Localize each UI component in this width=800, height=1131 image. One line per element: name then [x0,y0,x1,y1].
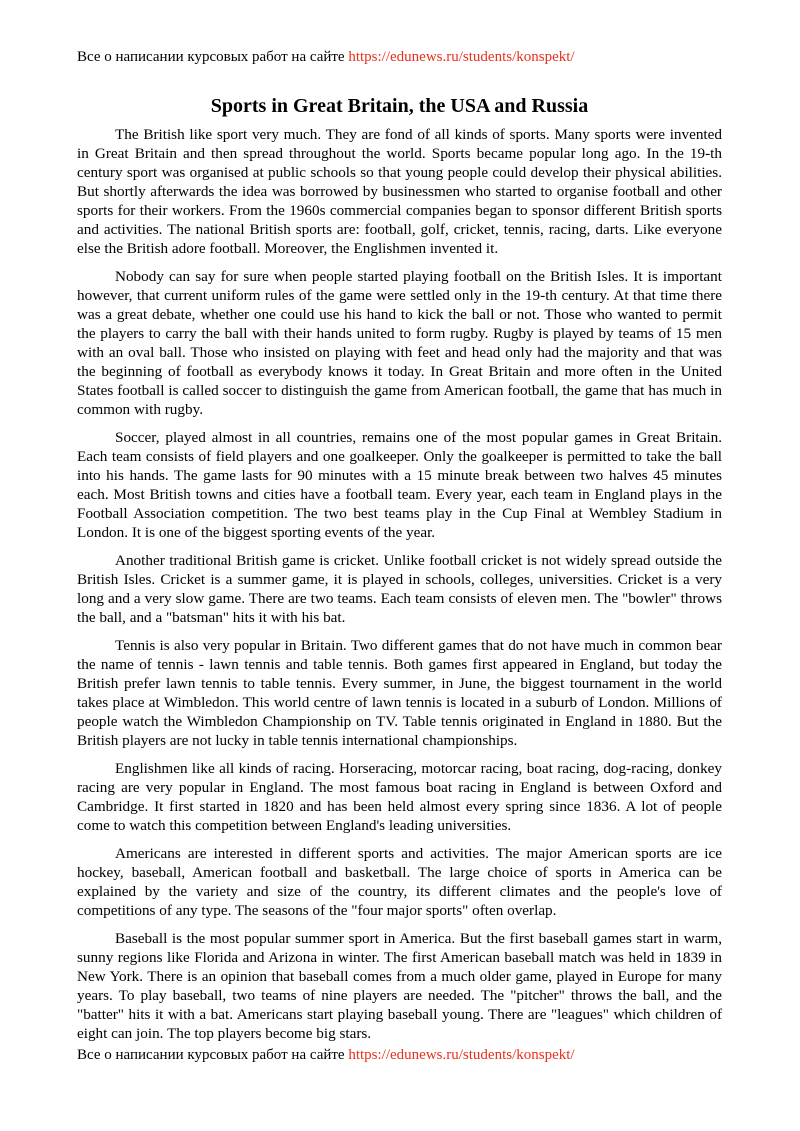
footer-text: Все о написании курсовых работ на сайте [77,1047,349,1063]
paragraph-5: Tennis is also very popular in Britain. Two different games that do not have much in common bear the name of tennis - lawn tennis and table tennis. Both games first appeared in England, but today the British prefer lawn tennis to table tennis. Every summer, in June, the biggest tournament in the world takes place at Wimbledon. This world centre of lawn tennis is located in a suburb of London. Millions of people watch the Wimbledon Championship on TV. Table tennis originated in England in 1880. But the British players are not lucky in table tennis international championships. [77,637,722,749]
paragraph-8: Baseball is the most popular summer sport in America. But the first baseball games start in warm, sunny regions like Florida and Arizona in winter. The first American baseball match was held in 1839 in New York. There is an opinion that baseball comes from a much older game, played in Europe for many years. To play baseball, two teams of nine players are needed. The "pitcher" throws the ball, and the "batter" hits it with a bat. Americans start playing baseball young. There are "leagues" which children of eight can join. The top players become big stars. [77,930,722,1042]
paragraph-6: Englishmen like all kinds of racing. Horseracing, motorcar racing, boat racing, dog-racing, donkey racing are very popular in England. The most famous boat racing in England is between Oxford and Cambridge. It first started in 1820 and has been held almost every spring since 1836. A lot of people come to watch this competition between England's leading universities. [77,760,722,834]
footer-link[interactable]: https://edunews.ru/students/konspekt/ [348,1047,575,1063]
page-footer [77,1045,575,1065]
document-page [77,0,722,1131]
paragraph-4: Another traditional British game is cricket. Unlike football cricket is not widely spread outside the British Isles. Cricket is a summer game, it is played in schools, colleges, universities. Cricket is a very long and a very slow game. There are two teams. Each team consists of eleven men. The "bowler" throws the ball, and a "batsman" hits it with his bat. [77,552,722,626]
paragraph-2: Nobody can say for sure when people started playing football on the British Isles. It is important however, that current uniform rules of the game were settled only in the 19-th century. At that time there was a great debate, whether one could use his hand to kick the ball or not. Those who wanted to permit the players to carry the ball with their hands united to form rugby. Rugby is played by teams of 15 men with an oval ball. Those who insisted on playing with feet and head only had the majority and that was the beginning of football as everybody knows it today. In Great Britain and more often in the United States football is called soccer to distinguish the game from American football, the game that has much in common with rugby. [77,268,722,418]
page-header [77,47,575,67]
header-text: Все о написании курсовых работ на сайте [77,49,349,65]
document-title: Sports in Great Britain, the USA and Russia [210,95,589,117]
paragraph-7: Americans are interested in different sports and activities. The major American sports are ice hockey, baseball, American football and basketball. The large choice of sports in America can be explained by the variety and size of the country, its different climates and the people's love of competitions of any type. The seasons of the "four major sports" often overlap. [77,845,722,919]
header-link[interactable]: https://edunews.ru/students/konspekt/ [348,49,575,65]
paragraph-1: The British like sport very much. They are fond of all kinds of sports. Many sports were invented in Great Britain and then spread throughout the world. Sports became popular long ago. In the 19-th century sport was organised at public schools so that young people could develop their physical abilities. But shortly afterwards the idea was borrowed by businessmen who started to organise football and other sports for their workers. From the 1960s commercial companies began to sponsor different British sports and activities. The national British sports are: football, golf, cricket, tennis, racing, darts. Like everyone else the British adore football. Moreover, the Englishmen invented it. [77,126,722,257]
document-body [77,125,722,1052]
paragraph-3: Soccer, played almost in all countries, remains one of the most popular games in Great Britain. Each team consists of field players and one goalkeeper. Only the goalkeeper is permitted to take the ball into his hands. The game lasts for 90 minutes with a 15 minute break between two halves 45 minutes each. Most British towns and cities have a football team. Every year, each team in England plays in the Football Association competition. The two best teams play in the Cup Final at Wembley Stadium in London. It is one of the biggest sporting events of the year. [77,429,722,541]
